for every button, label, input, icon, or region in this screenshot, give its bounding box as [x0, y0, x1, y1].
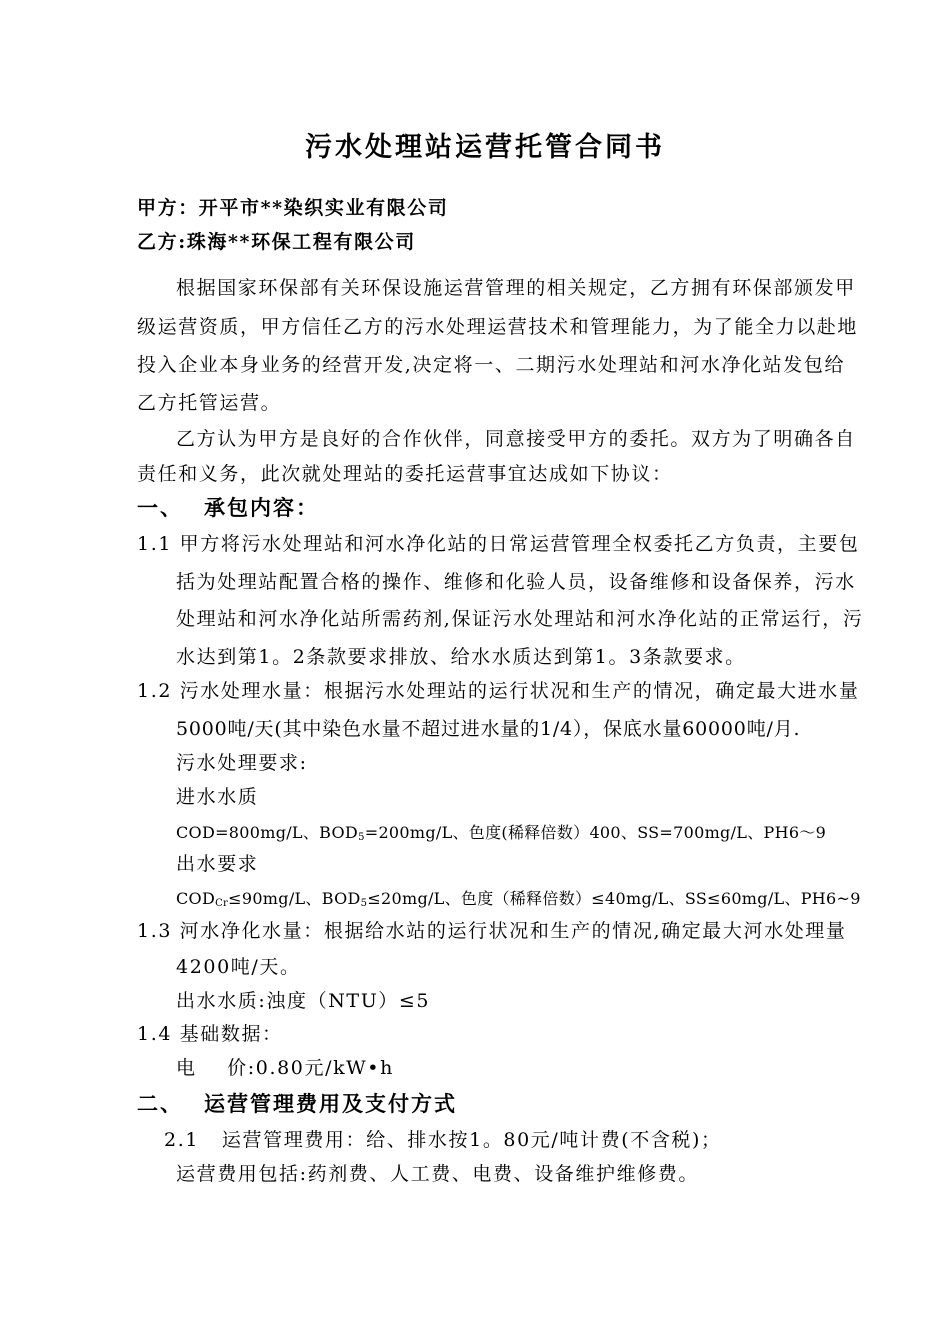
intro-line: 责任和义务，此次就处理站的委托运营事宜达成如下协议：	[137, 463, 673, 485]
document-title: 污水处理站运营托管合同书	[305, 132, 665, 163]
clause-1-4-line: 1.4 基础数据：	[137, 1023, 283, 1045]
clause-1-2-line: 5000吨/天(其中染色水量不超过进水量的1/4），保底水量60000吨/月.	[176, 718, 801, 740]
clause-1-1-line: 1.1 甲方将污水处理站和河水净化站的日常运营管理全权委托乙方负责，主要包	[137, 533, 860, 555]
inlet-quality-label: 进水水质	[176, 786, 259, 808]
section-2-heading: 运营管理费用及支付方式	[204, 1091, 457, 1116]
outlet-requirements-label: 出水要求	[176, 853, 259, 875]
clause-2-1-line: 运营费用包括:药剂费、人工费、电费、设备维护维修费。	[176, 1163, 700, 1185]
section-1-number: 一、	[137, 495, 183, 520]
clause-1-1-line: 处理站和河水净化站所需药剂,保证污水处理站和河水净化站的正常运行，污	[176, 608, 864, 630]
section-2-number: 二、	[137, 1091, 183, 1116]
clause-1-3-line: 1.3 河水净化水量：根据给水站的运行状况和生产的情况,确定最大河水处理量	[137, 920, 847, 942]
clause-1-4-line: 电 价:0.80元/kW•h	[176, 1057, 394, 1079]
intro-line: 根据国家环保部有关环保设施运营管理的相关规定，乙方拥有环保部颁发甲	[176, 277, 856, 299]
clause-1-1-line: 括为处理站配置合格的操作、维修和化验人员，设备维修和设备保养，污水	[176, 571, 856, 593]
clause-1-3-line: 出水水质:浊度（NTU）≤5	[176, 990, 431, 1012]
treatment-requirements-label: 污水处理要求:	[176, 752, 308, 774]
intro-line: 乙方托管运营。	[137, 392, 282, 414]
section-1-heading: 承包内容：	[204, 495, 319, 520]
intro-line: 乙方认为甲方是良好的合作伙伴，同意接受甲方的委托。双方为了明确各自	[176, 428, 856, 450]
clause-2-1-line: 2.1 运营管理费用：给、排水按1。80元/吨计费(不含税)；	[164, 1129, 722, 1151]
inlet-quality-values: COD=800mg/L、$BOD_5=200mg/L$、色度(稀释倍数）400、SS=700mg/L、PH6～9	[176, 823, 827, 843]
clause-1-2-line: 1.2 污水处理水量：根据污水处理站的运行状况和生产的情况，确定最大进水量	[137, 680, 860, 702]
intro-line: 级运营资质，甲方信任乙方的污水处理运营技术和管理能力，为了能全力以赴地	[137, 316, 859, 338]
outlet-requirements-values: $COD_{Cr}\le 90mg/L$、$BOD_5\le 20mg/L$、色度（稀释倍数）≤40mg/L、SS≤60mg/L、PH6~9	[176, 889, 861, 909]
clause-1-1-line: 水达到第1。2条款要求排放、给水水质达到第1。3条款要求。	[176, 646, 746, 668]
clause-1-3-line: 4200吨/天。	[176, 956, 301, 978]
party-b: 乙方:珠海**环保工程有限公司	[137, 231, 416, 253]
intro-line: 投入企业本身业务的经营开发,决定将一、二期污水处理站和河水净化站发包给	[137, 354, 846, 376]
party-a: 甲方：开平市**染织实业有限公司	[137, 197, 449, 219]
